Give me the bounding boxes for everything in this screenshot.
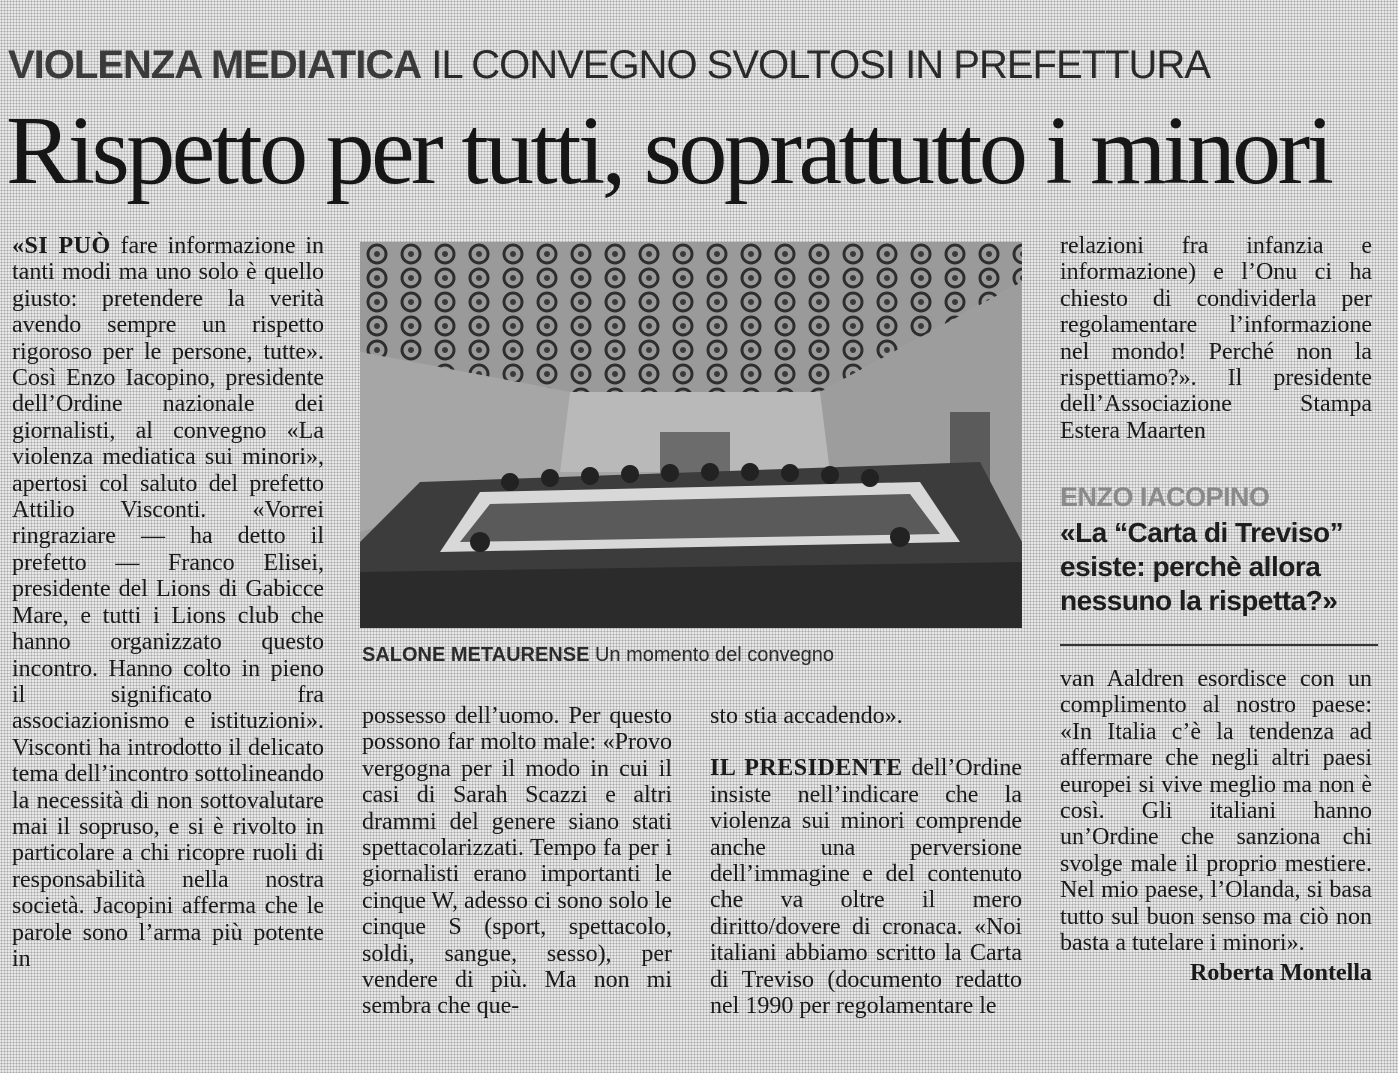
column-3-text-start: sto stia accadendo».: [710, 703, 903, 729]
article-column-2: [362, 703, 672, 1063]
quote-divider: [1060, 644, 1378, 646]
kicker-topic: VIOLENZA MEDIATICA: [8, 43, 422, 87]
lead-in: «SI PUÒ: [12, 233, 111, 259]
quote-box: [1060, 480, 1378, 650]
column-2-text: possesso dell’uomo. Per questo possono far molto male: «Provo vergogna per il modo in cui il casi di Sarah Scazzi e altri drammi del genere siano stati spettacolarizzati. Tempo fa per i giornalisti erano importanti le cinque W, adesso ci sono solo le cinque S (sport, spettacolo, soldi, sangue, sesso), per vendere di più. Ma non mi sembra che que-: [362, 703, 672, 1020]
article-column-4-top: [1060, 233, 1372, 453]
caption-text: Un momento del convegno: [589, 644, 835, 666]
article-column-1: [12, 233, 324, 1063]
caption-location: SALONE METAURENSE: [362, 644, 590, 666]
article-column-3: [710, 703, 1022, 1063]
conference-photo: [360, 242, 1022, 628]
quote-author: ENZO IACOPINO: [1060, 482, 1270, 512]
section-lead-in: IL PRESIDENTE: [710, 755, 903, 782]
pull-quote: «La “Carta di Treviso” esiste: perchè allora nessuno la rispetta?»: [1060, 517, 1344, 616]
kicker-subtitle: IL CONVEGNO SVOLTOSI IN PREFETTURA: [421, 43, 1210, 87]
byline: Roberta Montella: [1190, 960, 1372, 987]
kicker: [8, 40, 1388, 90]
headline: Rispetto per tutti, soprattutto i minori: [6, 97, 1331, 205]
column-1-text: fare informazione in tanti modi ma uno solo è quello giusto: pretendere la verità avendo sempre un rispetto rigoroso per le persone, tutte». Così Enzo Iacopino, presidente dell’Ordine nazionale dei giornalisti, al convegno «La violenza mediatica sui minori», apertosi col saluto del prefetto Attilio Visconti. «Vorrei ringraziare — ha detto il prefetto — Franco Elisei, presidente del Lions di Gabicce Mare, e tutti i Lions club che hanno organizzato questo incontro. Hanno colto in pieno il significato fra associazionismo e istituzioni». Visconti ha introdotto il delicato tema dell’incontro sottolineando la necessità di non sottovalutare mai il sopruso, e si è rivolto in particolare a chi ricopre ruoli di responsabilità nella nostra società. Jacopini afferma che le parole sono l’arma più potente in: [12, 233, 324, 972]
column-4-text-top: relazioni fra infanzia e informazione) e l’Onu ci ha chiesto di condividerla per regolamentare l’informazione nel mondo! Perché non la rispettiamo?». Il presidente dell’Associazione Stampa Estera Maarten: [1060, 233, 1372, 444]
photo-caption: [362, 641, 1022, 669]
conference-photo-illustration: [360, 242, 1022, 628]
column-4-text-bottom: van Aaldren esordisce con un complimento al nostro paese: «In Italia c’è la tendenza ad affermare che negli altri paesi europei si vive meglio ma non è così. Gli italiani hanno un’Ordine che sanziona chi svolge male il proprio mestiere. Nel mio paese, l’Olanda, si basa tutto sul buon senso ma ciò non basta a tutelare i minori».: [1060, 666, 1372, 957]
column-3-text: dell’Ordine insiste nell’indicare che la violenza sui minori comprende anche una perversione dell’immagine e del contenuto che va oltre il mero diritto/dovere di cronaca. «Noi italiani abbiamo scritto la Carta di Treviso (documento redatto nel 1990 per regolamentare le: [710, 755, 1022, 1020]
article-column-4-bottom: [1060, 666, 1372, 1066]
